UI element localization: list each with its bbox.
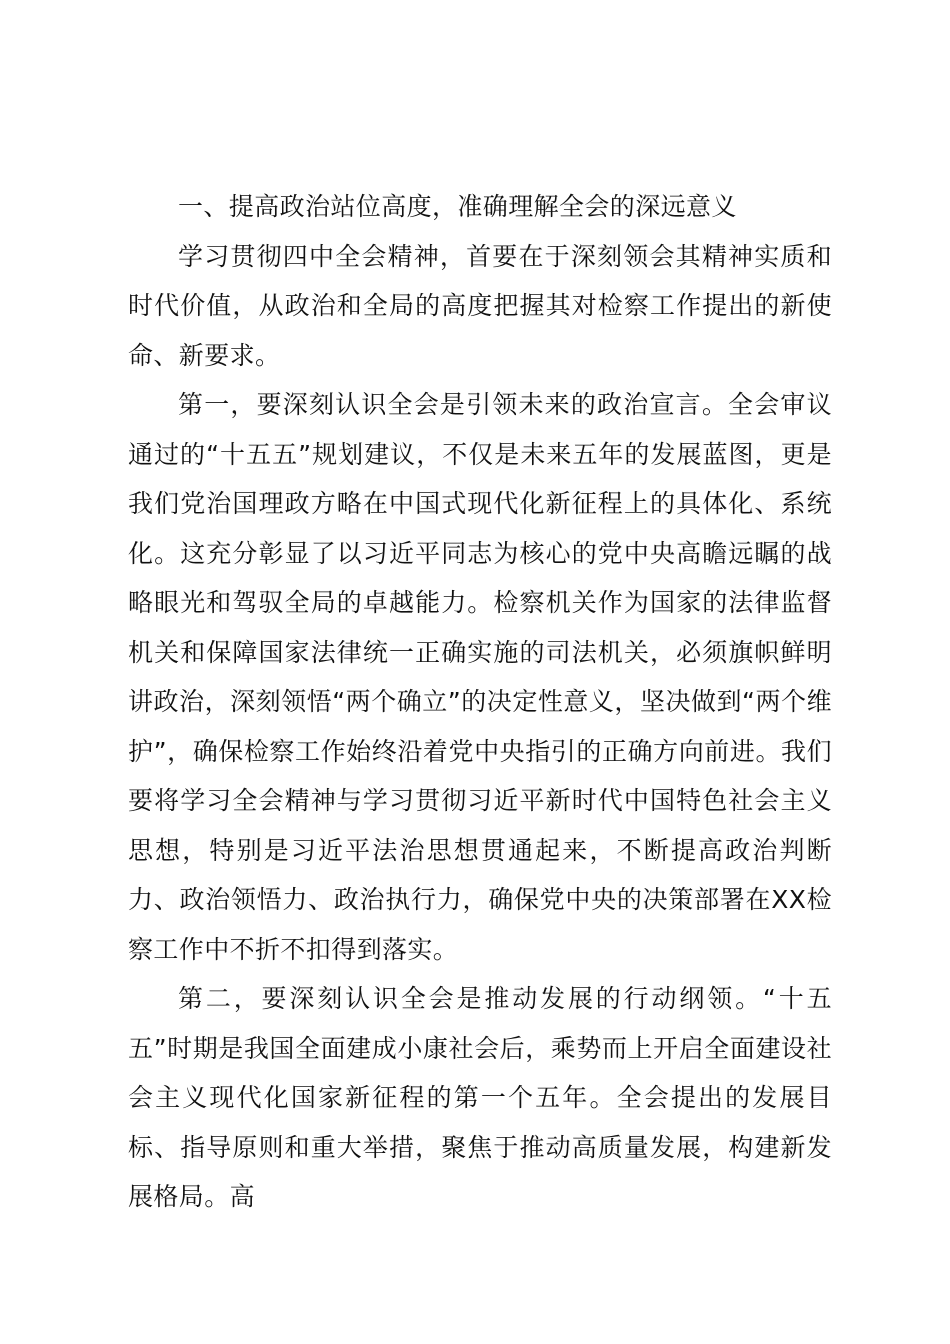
document-body (128, 182, 832, 1222)
paragraph-second-point: 第二，要深刻认识全会是推动发展的行动纲领。“十五五”时期是我国全面建成小康社会后，乘势而上开启全面建设社会主义现代化国家新征程的第一个五年。全会提出的发展目标、指导原则和重大举措，聚焦于推动高质量发展，构建新发展格局。高 (128, 984, 832, 1211)
section-heading: 一、提高政治站位高度，准确理解全会的深远意义 (178, 192, 737, 221)
paragraph-intro: 学习贯彻四中全会精神，首要在于深刻领会其精神实质和时代价值，从政治和全局的高度把握其对检察工作提出的新使命、新要求。 (128, 241, 832, 370)
paragraph-first-point: 第一，要深刻认识全会是引领未来的政治宣言。全会审议通过的“十五五”规划建议，不仅是未来五年的发展蓝图，更是我们党治国理政方略在中国式现代化新征程上的具体化、系统化。这充分彰显了以习近平同志为核心的党中央高瞻远瞩的战略眼光和驾驭全局的卓越能力。检察机关作为国家的法律监督机关和保障国家法律统一正确实施的司法机关，必须旗帜鲜明讲政治，深刻领悟“两个确立”的决定性意义，坚决做到“两个维护”，确保检察工作始终沿着党中央指引的正确方向前进。我们要将学习全会精神与学习贯彻习近平新时代中国特色社会主义思想，特别是习近平法治思想贯通起来，不断提高政治判断力、政治领悟力、政治执行力，确保党中央的决策部署在XX检察工作中不折不扣得到落实。 (128, 390, 832, 964)
